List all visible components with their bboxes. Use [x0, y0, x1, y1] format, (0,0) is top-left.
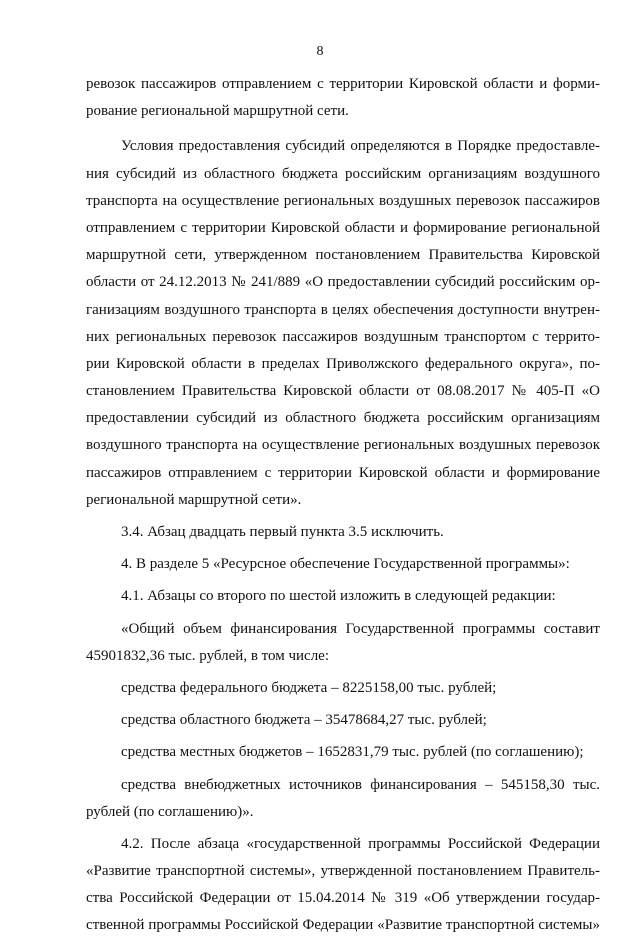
text-line: «Общий объем финансирования Государственной программы составит — [121, 620, 600, 637]
text-line: ства Российской Федерации от 15.04.2014 № 319 «Об утверждении государ- — [86, 890, 600, 907]
text-line: 4. В разделе 5 «Ресурсное обеспечение Государственной программы»: — [121, 556, 570, 573]
text-line: ния субсидий из областного бюджета российским организациям воздушного — [86, 165, 600, 182]
text-line: средства областного бюджета – 35478684,27 тыс. рублей; — [121, 712, 487, 729]
text-line: маршрутной сети, утвержденном постановлением Правительства Кировской — [86, 247, 600, 264]
text-line: рии Кировской области в пределах Приволжского федерального округа», по- — [86, 355, 600, 372]
page-number: 8 — [316, 44, 324, 59]
text-line: 4.1. Абзацы со второго по шестой изложить в следующей редакции: — [121, 588, 556, 605]
text-line: становлением Правительства Кировской области от 08.08.2017 № 405-П «О — [86, 383, 600, 400]
text-line: региональной маршрутной сети». — [86, 491, 302, 508]
text-line: средства внебюджетных источников финансирования – 545158,30 тыс. — [121, 776, 600, 793]
text-line: Условия предоставления субсидий определяются в Порядке предоставле- — [121, 138, 600, 155]
text-line: отправлением с территории Кировской области и формирование региональной — [86, 219, 600, 236]
text-line: ганизациям воздушного транспорта в целях обеспечения доступности внутрен- — [86, 301, 600, 318]
text-line: предоставлении субсидий из областного бюджета российским организациям — [86, 410, 600, 427]
text-line: рублей (по соглашению)». — [86, 803, 254, 820]
text-line: 4.2. После абзаца «государственной программы Российской Федерации — [121, 835, 600, 852]
text-line: области от 24.12.2013 № 241/889 «О предоставлении субсидий российским ор- — [86, 274, 600, 291]
document-body — [86, 71, 600, 940]
text-line: ственной программы Российской Федерации «Развитие транспортной системы» — [86, 917, 600, 934]
text-line: пассажиров отправлением с территории Кировской области и формирование — [86, 464, 600, 481]
text-line: транспорта на осуществление региональных воздушных перевозок пассажиров — [86, 192, 600, 209]
text-line: 3.4. Абзац двадцать первый пункта 3.5 исключить. — [121, 524, 444, 540]
text-line: средства федерального бюджета – 8225158,00 тыс. рублей; — [121, 679, 497, 696]
text-line: средства местных бюджетов – 1652831,79 тыс. рублей (по соглашению); — [121, 744, 584, 761]
text-line: рование региональной маршрутной сети. — [86, 103, 349, 120]
text-line: «Развитие транспортной системы», утвержденной постановлением Правитель- — [86, 863, 600, 880]
text-line: них региональных перевозок пассажиров воздушным транспортом с террито- — [86, 328, 600, 345]
text-line: 45901832,36 тыс. рублей, в том числе: — [86, 647, 330, 664]
text-line: воздушного транспорта на осуществление региональных воздушных перевозок — [86, 437, 600, 454]
text-line: ревозок пассажиров отправлением с территории Кировской области и форми- — [86, 76, 600, 92]
